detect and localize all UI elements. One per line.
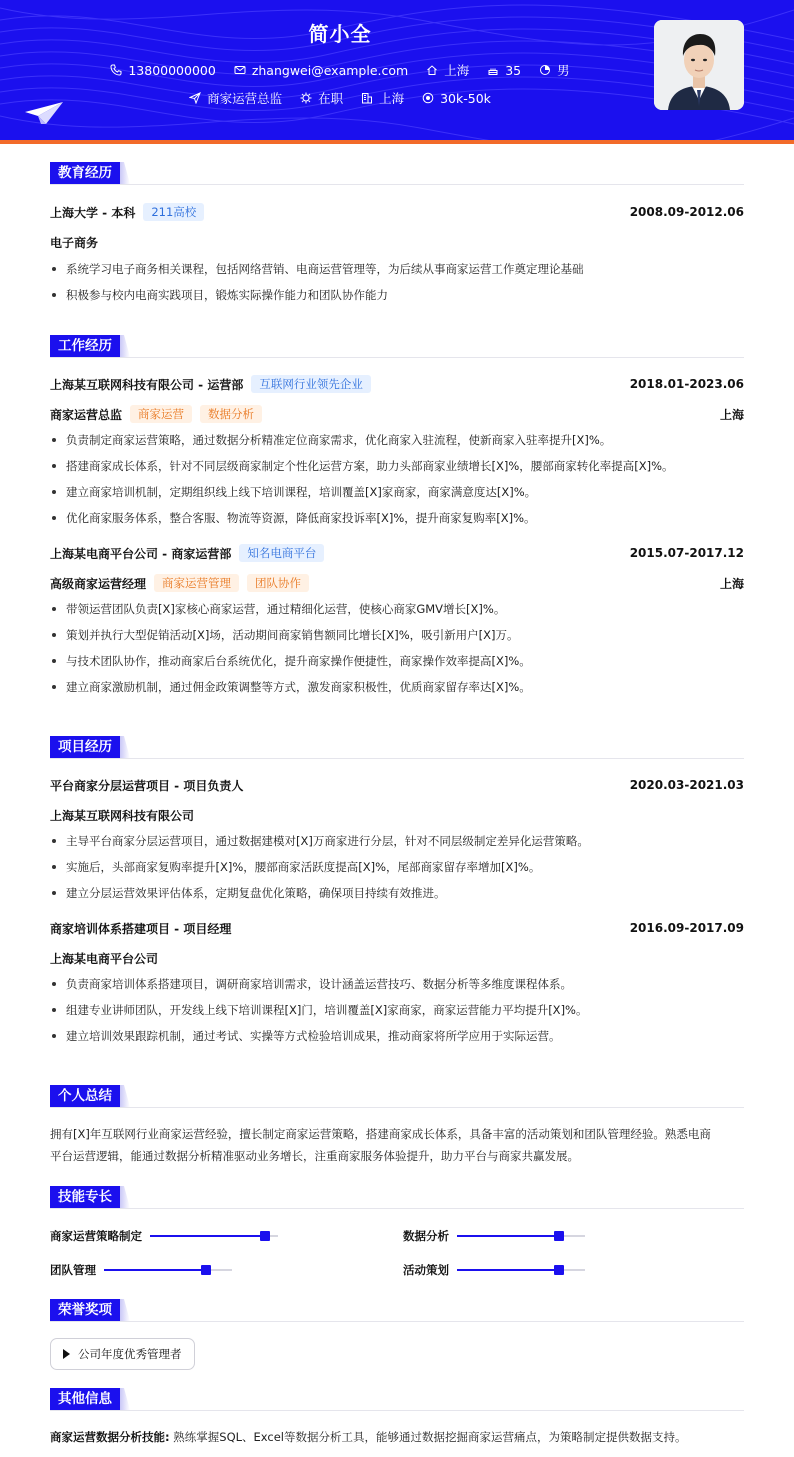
list-item: 系统学习电子商务相关课程，包括网络营销、电商运营管理等，为后续从事商家运营工作奠定理论基础 bbox=[50, 256, 744, 282]
project-org: 上海某电商平台公司 bbox=[50, 951, 159, 966]
other-info bbox=[50, 1427, 744, 1447]
company-tag: 知名电商平台 bbox=[239, 544, 324, 562]
list-item: 负责制定商家运营策略，通过数据分析精准定位商家需求，优化商家入驻流程，使新商家入驻率提升[X]%。 bbox=[50, 427, 744, 453]
job-position-row bbox=[50, 404, 744, 424]
job-date: 2018.01-2023.06 bbox=[629, 377, 744, 391]
resume-header bbox=[0, 0, 794, 140]
list-item: 策划并执行大型促销活动[X]场，活动期间商家销售额同比增长[X]%，吸引新用户[X]万。 bbox=[50, 622, 744, 648]
intent-salary: 30k-50k bbox=[422, 91, 491, 106]
job-header bbox=[50, 374, 744, 394]
projects-section bbox=[50, 736, 744, 1049]
job-city: 上海 bbox=[719, 407, 744, 422]
project-header bbox=[50, 775, 744, 795]
contact-row bbox=[0, 61, 680, 79]
project-header bbox=[50, 918, 744, 938]
section-title: 教育经历 bbox=[50, 162, 744, 184]
list-item: 组建专业讲师团队，开发线上线下培训课程[X]门，培训覆盖[X]家商家，商家运营能力平均提升[X]%。 bbox=[50, 997, 744, 1023]
work-section bbox=[50, 335, 744, 700]
section-title: 个人总结 bbox=[50, 1085, 744, 1107]
project-bullets bbox=[50, 971, 744, 1049]
skill-name: 活动策划 bbox=[403, 1263, 449, 1277]
job-bullets bbox=[50, 596, 744, 700]
intent-row bbox=[0, 89, 680, 107]
paper-plane-icon bbox=[24, 100, 64, 126]
send-icon bbox=[189, 92, 201, 104]
list-item: 带领运营团队负责[X]家核心商家运营，通过精细化运营，使核心商家GMV增长[X]%。 bbox=[50, 596, 744, 622]
salary-icon bbox=[422, 92, 434, 104]
summary-section bbox=[50, 1085, 744, 1167]
job-bullets bbox=[50, 427, 744, 531]
list-item: 主导平台商家分层运营项目，通过数据建模对[X]万商家进行分层，针对不同层级制定差异化运营策略。 bbox=[50, 828, 744, 854]
list-item: 优化商家服务体系，整合客服、物流等资源，降低商家投诉率[X]%，提升商家复购率[X]%。 bbox=[50, 505, 744, 531]
age-icon bbox=[487, 64, 499, 76]
list-item: 建立商家培训机制，定期组织线上线下培训课程，培训覆盖[X]家商家，商家满意度达[X]%。 bbox=[50, 479, 744, 505]
job-date: 2015.07-2017.12 bbox=[629, 546, 744, 560]
skill-item bbox=[50, 1262, 232, 1278]
list-item: 搭建商家成长体系，针对不同层级商家制定个性化运营方案，助力头部商家业绩增长[X]%，腰部商家转化率提高[X]%。 bbox=[50, 453, 744, 479]
skill-level-bar bbox=[150, 1235, 278, 1237]
section-title: 荣誉奖项 bbox=[50, 1299, 744, 1321]
project-org-row bbox=[50, 948, 744, 968]
skill-tag: 商家运营管理 bbox=[154, 574, 239, 592]
intent-city: 上海 bbox=[361, 89, 404, 107]
project-name: 平台商家分层运营项目 - 项目负责人 bbox=[50, 778, 244, 793]
section-title: 工作经历 bbox=[50, 335, 744, 357]
project-org-row bbox=[50, 805, 744, 825]
skills-section bbox=[50, 1186, 744, 1286]
job-city: 上海 bbox=[719, 576, 744, 591]
honors-section bbox=[50, 1299, 744, 1370]
education-date: 2008.09-2012.06 bbox=[629, 205, 744, 219]
skill-item bbox=[403, 1262, 585, 1278]
section-title: 其他信息 bbox=[50, 1388, 744, 1410]
intent-status: 在职 bbox=[300, 89, 343, 107]
skill-name: 商家运营策略制定 bbox=[50, 1229, 142, 1243]
skill-tag: 数据分析 bbox=[200, 405, 262, 423]
contact-phone: 13800000000 bbox=[110, 63, 215, 78]
intent-position: 商家运营总监 bbox=[189, 89, 282, 107]
skill-name: 团队管理 bbox=[50, 1263, 96, 1277]
candidate-name: 简小全 bbox=[308, 22, 372, 46]
education-bullets bbox=[50, 256, 744, 308]
job-position: 高级商家运营经理 bbox=[50, 576, 147, 591]
project-bullets bbox=[50, 828, 744, 906]
avatar bbox=[654, 20, 744, 110]
job-position: 商家运营总监 bbox=[50, 407, 123, 422]
contact-email: zhangwei@example.com bbox=[234, 63, 408, 78]
section-title: 项目经历 bbox=[50, 736, 744, 758]
school-name: 上海大学 - 本科 bbox=[50, 205, 136, 220]
honor-badge: 公司年度优秀管理者 bbox=[50, 1338, 195, 1370]
contact-city: 上海 bbox=[426, 61, 469, 79]
skill-level-bar bbox=[457, 1269, 585, 1271]
contact-gender: 男 bbox=[539, 61, 570, 79]
other-text: 熟练掌握SQL、Excel等数据分析工具，能够通过数据挖掘商家运营痛点，为策略制定提供数据支持。 bbox=[173, 1430, 687, 1444]
other-label: 商家运营数据分析技能: bbox=[50, 1430, 170, 1444]
skill-name: 数据分析 bbox=[403, 1229, 449, 1243]
mail-icon bbox=[234, 64, 246, 76]
education-section bbox=[50, 162, 744, 308]
company-name: 上海某电商平台公司 - 商家运营部 bbox=[50, 546, 232, 561]
building-icon bbox=[361, 92, 373, 104]
skill-item bbox=[50, 1228, 278, 1244]
gender-icon bbox=[539, 64, 551, 76]
list-item: 与技术团队协作，推动商家后台系统优化，提升商家操作便捷性，商家操作效率提高[X]%。 bbox=[50, 648, 744, 674]
summary-text: 拥有[X]年互联网行业商家运营经验，擅长制定商家运营策略，搭建商家成长体系，具备丰富的活动策划和团队管理经验。熟悉电商 平台运营逻辑，能通过数据分析精准驱动业务增长，注重商家服务体验提升，助力平台与商家共赢发展。 bbox=[50, 1127, 711, 1163]
school-tag: 211高校 bbox=[143, 203, 204, 221]
education-row bbox=[50, 202, 744, 222]
major-row bbox=[50, 232, 744, 252]
other-section bbox=[50, 1388, 744, 1447]
project-date: 2020.03-2021.03 bbox=[629, 778, 744, 792]
project-org: 上海某互联网科技有限公司 bbox=[50, 808, 195, 823]
header-accent-stripe bbox=[0, 140, 794, 144]
contact-age: 35 bbox=[487, 63, 521, 78]
project-date: 2016.09-2017.09 bbox=[629, 921, 744, 935]
company-tag: 互联网行业领先企业 bbox=[251, 375, 371, 393]
project-name: 商家培训体系搭建项目 - 项目经理 bbox=[50, 921, 232, 936]
status-icon bbox=[300, 92, 312, 104]
job-header bbox=[50, 543, 744, 563]
job-position-row bbox=[50, 573, 744, 593]
skill-tag: 商家运营 bbox=[130, 405, 192, 423]
section-title: 技能专长 bbox=[50, 1186, 744, 1208]
skill-tag: 团队协作 bbox=[247, 574, 309, 592]
list-item: 建立分层运营效果评估体系，定期复盘优化策略，确保项目持续有效推进。 bbox=[50, 880, 744, 906]
list-item: 建立培训效果跟踪机制，通过考试、实操等方式检验培训成果，推动商家将所学应用于实际运营。 bbox=[50, 1023, 744, 1049]
list-item: 建立商家激励机制，通过佣金政策调整等方式，激发商家积极性，优质商家留存率达[X]%。 bbox=[50, 674, 744, 700]
skill-item bbox=[403, 1228, 585, 1244]
list-item: 负责商家培训体系搭建项目，调研商家培训需求，设计涵盖运营技巧、数据分析等多维度课程体系。 bbox=[50, 971, 744, 997]
skill-level-bar bbox=[104, 1269, 232, 1271]
home-icon bbox=[426, 64, 438, 76]
triangle-right-icon bbox=[63, 1349, 70, 1359]
phone-icon bbox=[110, 64, 122, 76]
major: 电子商务 bbox=[50, 235, 99, 250]
avatar-portrait-icon bbox=[654, 20, 744, 110]
list-item: 实施后，头部商家复购率提升[X]%，腰部商家活跃度提高[X]%，尾部商家留存率增加[X]%。 bbox=[50, 854, 744, 880]
company-name: 上海某互联网科技有限公司 - 运营部 bbox=[50, 377, 244, 392]
skill-level-bar bbox=[457, 1235, 585, 1237]
list-item: 积极参与校内电商实践项目，锻炼实际操作能力和团队协作能力 bbox=[50, 282, 744, 308]
